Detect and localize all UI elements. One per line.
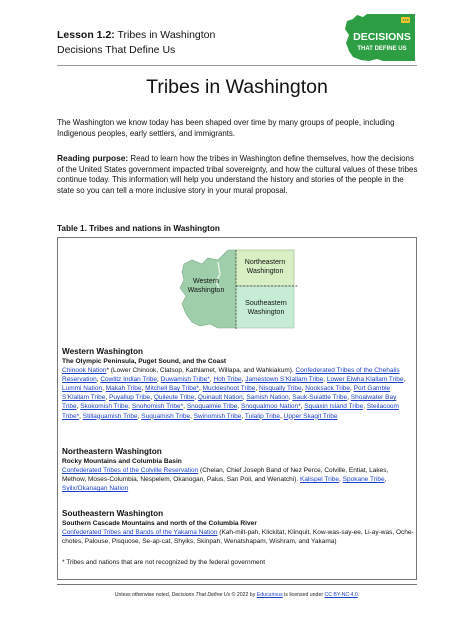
tribe-text: , — [76, 403, 81, 411]
reading-purpose-paragraph — [57, 153, 419, 196]
washington-state-logo-icon — [343, 13, 419, 63]
tribe-link[interactable]: Confederated Tribes of the Chehalis Reservation — [62, 367, 400, 384]
tribe-text: (Chelan, Chief Joseph Band of Nez Perce, Colville, Entiat, Lakes, Methow, Moses-Columbia, Nespelem, Okanogan, Palus, San Poil, and Wenatchi). — [62, 467, 389, 484]
washington-region-map — [178, 248, 300, 330]
tribe-text: , — [301, 385, 306, 393]
tribe-text: , — [300, 403, 305, 411]
tribe-link[interactable]: Confederated Tribes of the Colville Reservation — [62, 467, 199, 475]
tribe-text: , — [183, 403, 187, 411]
region-tribe-list — [62, 466, 414, 493]
southeastern-region-shape — [236, 286, 294, 328]
tribe-text: , — [190, 412, 194, 420]
tribe-link[interactable]: Tulalip Tribe — [244, 412, 281, 420]
tribe-text: , — [194, 394, 198, 402]
map-label-western-1: Western — [193, 278, 219, 285]
tribe-text: , — [241, 376, 246, 384]
tribe-link[interactable]: Hoh Tribe — [213, 376, 242, 384]
table-footnote: * Tribes and nations that are not recognized by the federal government — [62, 559, 266, 566]
footer-text-4: . — [357, 592, 360, 598]
tribe-link[interactable]: Jamestown S’Klallam Tribe — [245, 376, 324, 384]
region-subheading: Rocky Mountains and Columbia Basin — [62, 458, 182, 465]
footer-text-3: is licensed under — [282, 592, 325, 598]
tribe-text: , — [137, 412, 142, 420]
tribe-link[interactable]: Mitchell Bay Tribe* — [145, 385, 199, 393]
map-label-southeastern-1: Southeastern — [245, 300, 287, 307]
tribe-link[interactable]: Sauk-Suiattle Tribe — [292, 394, 348, 402]
tribe-link[interactable]: Confederated Tribes and Bands of the Yakama Nation — [62, 529, 218, 537]
tribe-text: , — [105, 394, 109, 402]
region-tribe-list — [62, 366, 414, 421]
tribe-link[interactable]: Quinault Nation — [197, 394, 243, 402]
tribe-link[interactable]: Spokane Tribe — [342, 476, 385, 484]
tribe-link[interactable]: Chinook Nation — [62, 367, 107, 375]
tribe-link[interactable]: Upper Skagit Tribe — [283, 412, 338, 420]
region-subheading: The Olympic Peninsula, Puget Sound, and the Coast — [62, 358, 227, 365]
footer-course: Decisions That Define Us — [171, 592, 231, 598]
logo-line1: DECISIONS — [353, 31, 411, 43]
map-label-northeastern-2: Washington — [246, 268, 284, 275]
tribe-text: , — [339, 476, 343, 484]
tribe-link[interactable]: Snohomish Tribe* — [131, 403, 184, 411]
tribe-link[interactable]: Duwamish Tribe* — [160, 376, 210, 384]
tribe-link[interactable]: Syilx/Okanagan Nation — [62, 485, 129, 493]
tribe-text: , — [347, 394, 351, 402]
region-northeastern — [62, 446, 414, 493]
region-subheading: Southern Cascade Mountains and north of the Columbia River — [62, 520, 257, 527]
tribe-link[interactable]: Snoqualmie Tribe — [186, 403, 238, 411]
footer-divider — [57, 584, 417, 585]
tribe-link[interactable]: Nisqually Tribe — [258, 385, 302, 393]
reading-purpose-text: Read to learn how the tribes in Washington define themselves, how the decisions of the United States government impacted tribal sovereignty, and how the cultural values of these tribes continue today. This information will help you understand the history and stories of the people in the state so you can tell a more inclusive story in your mural proposal. — [57, 154, 418, 195]
tribe-text: , — [242, 394, 247, 402]
educurious-link[interactable]: Educurious — [256, 592, 283, 598]
license-link[interactable]: CC BY-NC 4.0 — [324, 592, 358, 598]
tribe-link[interactable]: Snoqualmoo Nation* — [241, 403, 301, 411]
tribe-text: , — [323, 376, 327, 384]
tribe-link[interactable]: Quileute Tribe — [153, 394, 195, 402]
tribe-text: , — [157, 376, 161, 384]
footer-text-1: Unless otherwise noted, — [114, 592, 172, 598]
tribe-text: * (Lower Chinook, Clatsop, Kathlamet, Willapa, and Wahkiakum). — [106, 367, 296, 375]
page-title: Tribes in Washington — [146, 76, 328, 98]
tribe-link[interactable]: Stillaguamish Tribe — [82, 412, 138, 420]
lesson-title: Tribes in Washington — [114, 29, 216, 41]
tribe-text: , — [209, 376, 214, 384]
tribe-text: , — [141, 385, 146, 393]
tribe-text: , — [102, 385, 106, 393]
region-heading: Northeastern Washington — [62, 447, 162, 456]
tribes-table — [57, 237, 417, 580]
reading-purpose-lead: Reading purpose: — [57, 153, 129, 163]
tribe-text: , — [79, 412, 83, 420]
license-footer — [0, 592, 474, 598]
tribe-link[interactable]: Suquamish Tribe — [141, 412, 191, 420]
tribe-text: , — [384, 476, 387, 484]
tribe-text: , — [198, 385, 203, 393]
tribe-link[interactable]: Kalispel Tribe — [299, 476, 340, 484]
intro-paragraph: The Washington we know today has been shaped over time by many groups of people, including Indigenous peoples, early settlers, and immigrants. — [57, 118, 395, 138]
tribe-link[interactable]: Steilacoom Tribe* — [62, 403, 399, 420]
tribe-text: , — [280, 412, 284, 420]
map-label-western-2: Washington — [187, 287, 225, 294]
washington-map-icon — [178, 248, 300, 330]
decisions-logo — [343, 13, 419, 63]
tribe-text: , — [403, 376, 406, 384]
tribe-link[interactable]: Skokomish Tribe — [80, 403, 129, 411]
region-heading: Western Washington — [62, 347, 143, 356]
course-name: Decisions That Define Us — [57, 44, 176, 56]
tribe-text: , — [255, 385, 259, 393]
tribe-text: , — [150, 394, 154, 402]
region-western — [62, 346, 414, 421]
map-label-southeastern-2: Washington — [247, 309, 285, 316]
tribe-link[interactable]: Muckleshoot Tribe — [202, 385, 256, 393]
tribe-link[interactable]: Swinomish Tribe — [193, 412, 242, 420]
tribe-text: (Kah-milt-pah, Klickitat, Klinquit, Kow-was-say-ee, Li-ay-was, Oche-chotes, Palouse, Pisquose, Se-ap-cat, Shyiks, Skinpah, Wenatshapam, Wishram, and Yakama) — [62, 529, 414, 546]
region-southeastern — [62, 508, 414, 546]
tribe-link[interactable]: Lower Elwha Klallam Tribe — [326, 376, 404, 384]
tribe-link[interactable]: Lummi Nation — [62, 385, 103, 393]
logo-line2: THAT DEFINE US — [357, 46, 407, 52]
tribe-link[interactable]: Makah Tribe — [105, 385, 142, 393]
footer-text-2: © 2022 by — [230, 592, 257, 598]
table-title: Table 1. Tribes and nations in Washington — [57, 224, 220, 233]
tribe-text: , — [350, 385, 354, 393]
tribe-text: , — [241, 412, 245, 420]
tribe-link[interactable]: Puyallup Tribe — [108, 394, 151, 402]
tribe-link[interactable]: Cowlitz Indian Tribe — [100, 376, 158, 384]
lesson-label: Lesson 1.2: — [57, 29, 115, 41]
header-divider — [57, 65, 417, 66]
tribe-text: , — [363, 403, 367, 411]
tribe-link[interactable]: Samish Nation — [246, 394, 289, 402]
map-label-northeastern-1: Northeastern — [244, 259, 286, 266]
tribe-link[interactable]: Shoalwater Bay Tribe — [62, 394, 397, 411]
tribe-text: , — [128, 403, 132, 411]
tribe-link[interactable]: Port Gamble S’Klallam Tribe — [62, 385, 391, 402]
tribe-link[interactable]: Squaxin Island Tribe — [304, 403, 364, 411]
region-tribe-list — [62, 528, 414, 546]
tribe-text: , — [288, 394, 293, 402]
region-heading: Southeastern Washington — [62, 509, 164, 518]
tribe-link[interactable]: Nooksack Tribe — [305, 385, 351, 393]
tribe-text: , — [237, 403, 242, 411]
tribe-text: , — [96, 376, 101, 384]
